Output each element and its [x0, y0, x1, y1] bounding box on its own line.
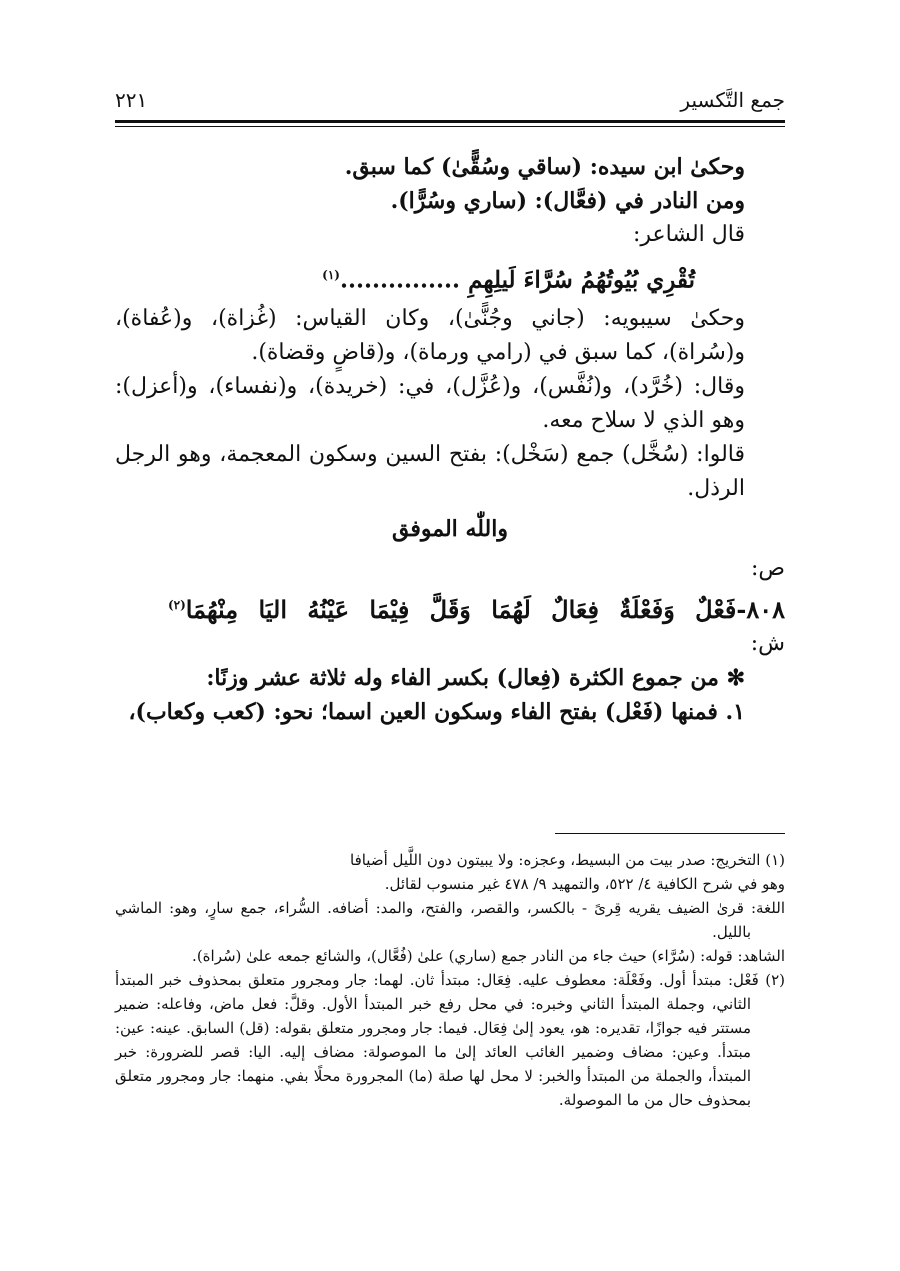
closing-phrase: واللّٰه الموفق [392, 515, 508, 542]
main-text [115, 150, 785, 729]
list-item-1: ١. فمنها (فَعْل) بفتح الفاء وسكون العين اسما؛ نحو: (كعب وكعاب)، [128, 698, 745, 725]
footnote-marker-2: (٢) [167, 597, 186, 612]
paragraph-sibawayh: وحكىٰ سيبويه: (جاني وجُنًّىٰ)، وكان القياس: (غُزاة)، و(عُفاة)، و(سُراة)، كما سبق في (رامي ورماة)، و(قاضٍ وقضاة). [115, 305, 745, 365]
footnote-rule [555, 833, 785, 834]
footnote-1-source: وهو في شرح الكافية ٤/ ٥٢٢، والتمهيد ٩/ ٤٧٨ غير منسوب لقائل. [384, 875, 785, 893]
asterisk-icon: ✻ [718, 664, 745, 691]
heading-text: من جموع الكثرة (فِعال) بكسر الفاء وله ثلاثة عشر وزنًا: [206, 664, 719, 691]
verse-line [115, 258, 785, 298]
section-heading [115, 661, 785, 695]
verse-text: تُقْرِي بُيُوتُهُمُ سُرَّاءَ لَيلِهِمِ ............... [339, 266, 695, 294]
paragraph-qala: وقال: (خُرَّد)، و(نُفَّس)، و(عُزَّل)، في: (خريدة)، و(نفساء)، و(أعزل): وهو الذي لا سلاح معه. [115, 373, 745, 433]
poem-text: ٨٠٨-فَعْلٌ وَفَعْلَةٌ فِعَالٌ لَهُمَا وَقَلَّ فِيْمَا عَيْنُهُ اليَا مِنْهُمَا [185, 594, 785, 624]
line-ibn-sida: وحكىٰ ابن سيده: (ساقي وسُقًّىٰ) كما سبق. [344, 154, 745, 180]
sad-label: ص: [750, 555, 785, 581]
footnote-1: (١) التخريج: صدر بيت من البسيط، وعجزه: ولا يبيتون دون اللَّيل أضيافا [350, 851, 785, 869]
header-rule-thin [115, 126, 785, 127]
header-rule-thick [115, 120, 785, 123]
line-rare: ومن النادر في (فعَّال): (ساري وسُرًّا). [390, 188, 745, 214]
footnote-1-language: اللغة: قرىٰ الضيف يقريه قِرىً - بالكسر، والقصر، والفتح، والمد: أضافه. السُّراء، جمع سارٍ، وهو: الماشي بالليل. [115, 899, 785, 941]
footnote-2: (٢) فَعْل: مبتدأ أول. وفَعْلَة: معطوف عليه. فِعَال: مبتدأ ثان. لهما: جار ومجرور متعلق بمحذوف خبر المبتدأ الثاني، وجملة المبتدأ الثاني وخبره: في محل رفع خبر المبتدأ الأول. وقلَّ: فعل ماض، وفاعله: ضمير مستتر فيه جوازًا، تقديره: هو، يعود إلىٰ فِعَال. فيما: جار ومجرور متعلق بقوله: (قل) السابق. عينه: عين: مبتدأ. وعين: مضاف وضمير الغائب العائد إلىٰ ما الموصولة: مضاف إليه. اليا: قصر للضرورة: خبر المبتدأ، والجملة من المبتدأ والخبر: لا محل لها صلة (ما) المجرورة محلًا بفي. منهما: جار ومجرور متعلق بمحذوف حال من ما الموصولة. [115, 971, 785, 1109]
running-header [115, 88, 785, 118]
page-number: ٢٢١ [115, 88, 148, 112]
line-poet-said: قال الشاعر: [632, 222, 745, 247]
paragraph-sukhhal: قالوا: (سُخَّل) جمع (سَخْل): بفتح السين وسكون المعجمة، وهو الرجل الرذل. [115, 441, 745, 501]
poem-line [115, 588, 785, 627]
shin-label: ش: [750, 630, 785, 656]
footnote-1-evidence: الشاهد: قوله: (سُرَّاء) حيث جاء من النادر جمع (ساري) علىٰ (فُعَّال)، والشائع جمعه علىٰ (سُراة). [192, 947, 785, 965]
footnotes [115, 848, 785, 1112]
footnote-marker-1: (١) [322, 268, 340, 282]
chapter-title: جمع التَّكسير [680, 88, 785, 112]
